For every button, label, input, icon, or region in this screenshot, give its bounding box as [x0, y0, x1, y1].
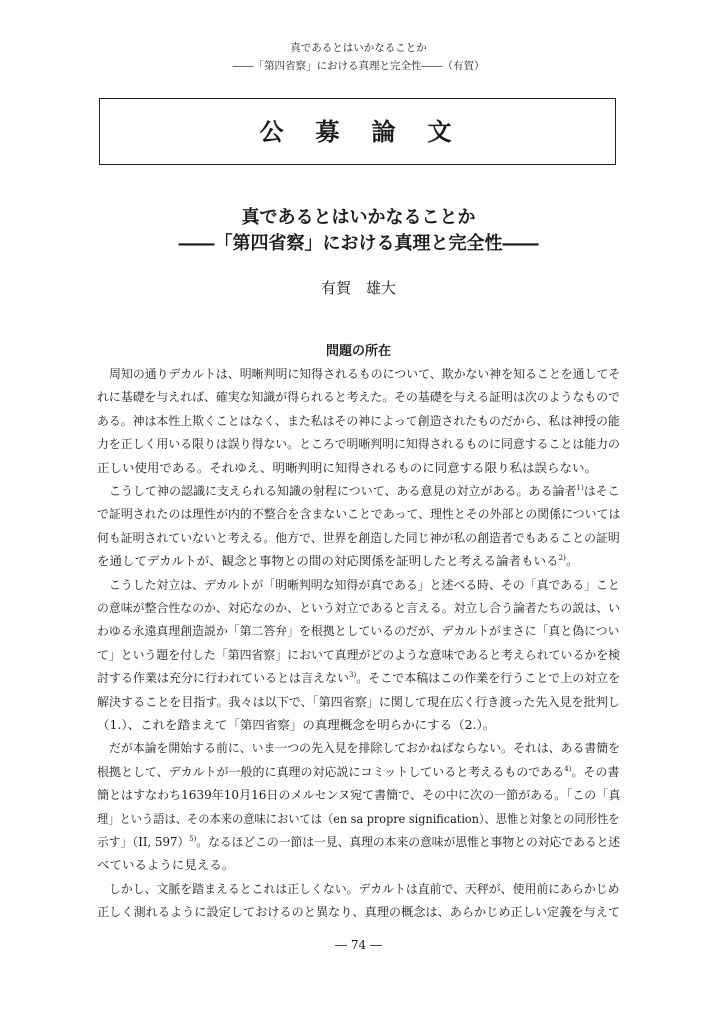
banner-label: 公 募 論 文 [259, 117, 456, 146]
text-run: 。その書 [571, 764, 620, 779]
text-run: 。 [565, 554, 579, 569]
footnote-marker: 5) [189, 835, 197, 843]
footnote-marker: 4) [564, 764, 572, 773]
body-line [97, 694, 620, 710]
body-line [97, 904, 620, 920]
body-line [97, 670, 620, 686]
body-line [97, 623, 620, 639]
body-line [97, 811, 620, 827]
body-line [109, 483, 620, 499]
text-run: べているように見える。 [97, 858, 235, 873]
footnote-marker: 1) [576, 484, 584, 492]
text-run: 理」という語は、その本来の意味においては（en sa propre signification）、思惟と対象との同形性を [97, 811, 620, 826]
text-run: 正しい使用である。それゆえ、明晰判明に知得されるものに同意する限り私は誤らない。 [97, 460, 597, 475]
body-line [97, 764, 620, 780]
body-line [97, 413, 620, 429]
page-number: ― 74 ― [335, 938, 382, 952]
body-line [97, 787, 620, 803]
running-header-subtitle: ――「第四省察」における真理と完全性――（有賀） [232, 60, 485, 72]
text-run: （1.）、これを踏まえて「第四省察」の真理概念を明らかにする（2.）。 [97, 718, 496, 732]
text-run: こうした対立は、デカルトが「明晰判明な知得が真である」と述べる時、その「真である」こと [109, 577, 620, 592]
text-run: はそこ [583, 484, 620, 498]
body-line [97, 436, 620, 452]
text-run: を通してデカルトが、観念と事物との間の対応関係を証明したと考える論者もいる [97, 554, 559, 569]
text-run: わゆる永遠真理創造説か「第二答弁」を根拠としているのだが、デカルトがまさに「真と偽につい [97, 624, 620, 639]
footnote-marker: 2) [558, 554, 566, 563]
body-line [97, 506, 620, 522]
text-run: だが本論を開始する前に、いま一つの先入見を排除しておかねばならない。それは、ある書簡を [109, 741, 621, 756]
text-run: 討する作業は充分に行われているとは言えない [97, 671, 350, 686]
body-line [97, 857, 234, 873]
text-run: こうして神の認識に支えられる知識の射程について、ある意見の対立がある。ある論者 [109, 484, 577, 498]
body-line [97, 553, 578, 569]
section-banner [99, 98, 616, 165]
text-run: 何も証明されていないと考える。他方で、世界を創造した同じ神が私の創造者でもあることの証明 [97, 530, 620, 545]
body-line [97, 834, 620, 850]
text-run: れに基礎を与えれば、確実な知識が得られると考えた。その基礎を与える証明は次のようなもので [97, 390, 620, 405]
text-run: の意味が整合性なのか、対応なのか、という対立であると言える。対立し合う論者たちの説は、い [97, 601, 620, 615]
body-line [97, 530, 620, 546]
body-line [97, 600, 620, 616]
article-title: 真であるとはいかなることか [241, 207, 476, 228]
text-run: 正しく測れるように設定しておけるのと異なり、真理の概念は、あらかじめ正しい定義を与えて [97, 905, 621, 920]
running-header-title: 真であるとはいかなることか [290, 42, 427, 54]
text-run: 。なるほどこの一節は一見、真理の本来の意味が思惟と事物との対応であると述 [196, 835, 621, 849]
body-line [109, 577, 620, 593]
body-line [97, 460, 597, 476]
text-run: て」という題を付した「第四省察」において真理がどのような意味であると考えられているかを検 [97, 647, 620, 662]
body-line [109, 881, 620, 897]
author-name: 有賀 雄大 [320, 279, 396, 297]
text-run: 周知の通りデカルトは、明晰判明に知得されるものについて、欺かない神を知ることを通してそ [109, 367, 621, 381]
body-line [97, 717, 495, 733]
text-run: 簡とはすなわち1639年10月16日のメルセンヌ宛て書簡で、その中に次の一節がある。「この「真 [97, 788, 621, 803]
article-subtitle: ――「第四省察」における真理と完全性―― [178, 233, 539, 254]
text-run: 解決することを目指す。我々は以下で、「第四省察」に関して現在広く行き渡った先入見を批判し [97, 694, 620, 709]
footnote-marker: 3) [349, 671, 357, 680]
text-run: 。そこで本稿はこの作業を行うことで上の対立を [356, 671, 621, 686]
section-heading: 問題の所在 [325, 344, 391, 359]
text-run: 示す」（II, 597） [97, 835, 190, 849]
body-line [97, 647, 620, 663]
body-line [109, 740, 620, 756]
text-run: ある。神は本性上欺くことはなく、また私はその神によって創造されたものだから、私は神授の能 [97, 413, 620, 428]
text-run: 力を正しく用いる限りは誤り得ない。ところで明晰判明に知得されるものに同意することは能力の [97, 437, 620, 452]
body-line [97, 389, 620, 405]
text-run: で証明されたのは理性が内的不整合を含まないことであって、理性とその外部との関係については [97, 507, 621, 522]
text-run: しかし、文脈を踏まえるとこれは正しくない。デカルトは直前で、天秤が、使用前にあらかじめ [109, 881, 620, 896]
body-line [109, 366, 620, 382]
text-run: 根拠として、デカルトが一般的に真理の対応説にコミットしていると考えるものである [97, 764, 565, 779]
